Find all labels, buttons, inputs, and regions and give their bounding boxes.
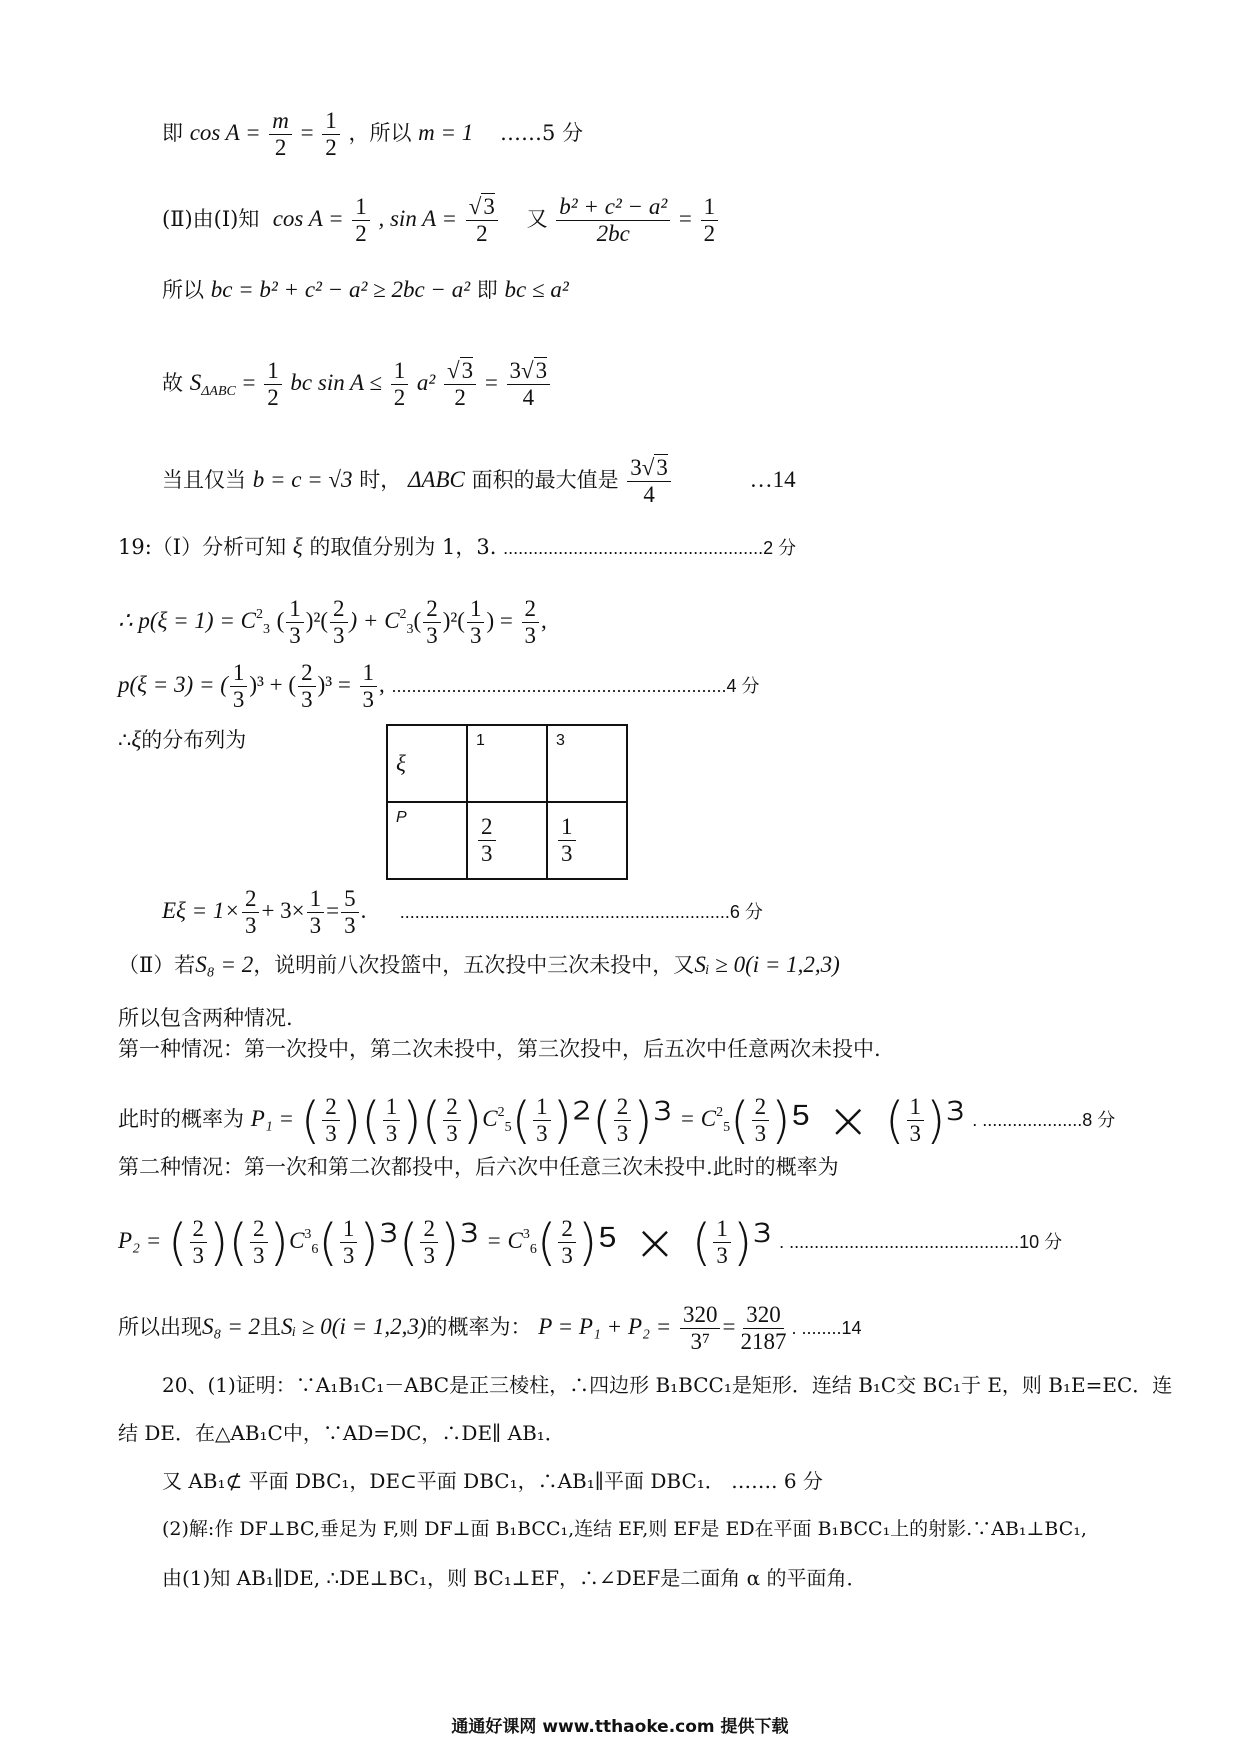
line-17: 所以出现S₈ = 2且Sᵢ ≥ 0(i = 1,2,3)的概率为： P = P₁ + P₂ = $\frac{320}{\text{3⁷}}$ = $\frac{320}{2187}$ . ........14 <box>118 1302 862 1354</box>
fraction: $\frac{\text{b² + c² − a²}}{2bc}$ <box>556 194 670 247</box>
fraction: $\frac{5}{3}$ <box>341 886 359 939</box>
fraction: $\frac{2}{3}$ <box>242 886 260 939</box>
line-11: （Ⅱ）若S₈ = 2，说明前八次投篮中，五次投中三次未投中，又Sᵢ ≥ 0(i = 1,2,3) <box>118 952 840 977</box>
line-20: 又 AB₁⊄ 平面 DBC₁，DE⊂平面 DBC₁，∴AB₁∥平面 DBC₁． ……. 6 分 <box>162 1469 823 1493</box>
fraction: $\frac{1}{2}$ <box>322 108 340 161</box>
table-row <box>387 725 627 802</box>
line-4: 故 $S_{\Delta ABC}$ = $\frac{1}{2}$ bc sin A ≤ $\frac{1}{2}$ a² $\frac{√3}{2}$ = $\frac{3√3}{4}$ <box>162 358 552 411</box>
line-8: p(ξ = 3) = ( $\frac{1}{3}$ )³ + ( $\frac{2}{3}$ )³ = $\frac{1}{3}$ , ...................................................................4 分 <box>118 660 760 712</box>
table-cell: 3 <box>547 725 627 802</box>
line-7: ∴ $p(\xi = 1) = C^2_3$ ( $\frac{1}{3}$ )²( $\frac{2}{3}$ ) + $C^2_3$( $\frac{2}{3}$ )²( $\frac{1}{3}$ ) = $\frac{2}{3}$ , <box>118 596 547 648</box>
fraction: $\frac{1}{3}$ <box>307 886 325 939</box>
line-3: 所以 bc = b² + c² − a² ≥ 2bc − a² 即 bc ≤ a² <box>162 277 569 302</box>
fraction: $\frac{1}{3}$ <box>360 660 378 713</box>
line-5: 当且仅当 b = c = √3 时， ΔABC 面积的最大值是 $\frac{3√3}{4}$ …14 <box>162 455 796 507</box>
line-2: (Ⅱ)由(Ⅰ)知 cos A = $\frac{1}{2}$ , sin A = $\frac{√3}{2}$ 又 $\frac{\text{b² + c² − a²}}{2bc}$ = $\frac{1}{2}$ <box>162 194 720 247</box>
fraction: $\frac{1}{2}$ <box>352 194 370 247</box>
line-9: ∴ξ的分布列为 <box>118 727 247 752</box>
fraction: $\frac{1}{3}$ <box>467 596 485 649</box>
line-13: 第一种情况：第一次投中，第二次未投中，第三次投中，后五次中任意两次未投中. <box>118 1037 881 1061</box>
fraction: $\frac{m}{2}$ <box>269 108 292 161</box>
distribution-table <box>386 724 628 880</box>
line-18: 20、(1)证明：∵A₁B₁C₁－ABC是正三棱柱，∴四边形 B₁BCC₁是矩形．连结 B₁C交 BC₁于 E，则 B₁E=EC．连 <box>162 1373 1173 1397</box>
line-22: 由(1)知 AB₁∥DE, ∴DE⊥BC₁，则 BC₁⊥EF，∴∠DEF是二面角 α 的平面角． <box>162 1566 867 1590</box>
table-row <box>387 802 627 879</box>
line-1: 即 cos A = $\frac{m}{2}$ = $\frac{1}{2}$ ，所以 m = 1 ……5 分 <box>162 108 584 160</box>
table-cell: 1 <box>467 725 547 802</box>
fraction: $\frac{2}{3}$ <box>330 596 348 649</box>
fraction: $\frac{3√3}{4}$ <box>627 455 671 508</box>
table-cell: P <box>387 802 467 879</box>
fraction: $\frac{2}{3}$ <box>423 596 441 649</box>
line-15: 第二种情况：第一次和第二次都投中，后六次中任意三次未投中.此时的概率为 <box>118 1155 839 1179</box>
line-10: Eξ = 1× $\frac{2}{3}$ + 3× $\frac{1}{3}$ = $\frac{5}{3}$ . ..................................................................6 分 <box>162 886 763 938</box>
footer-text: 通通好课网 www.tthaoke.com 提供下载 <box>451 1717 789 1737</box>
fraction: $\frac{3√3}{4}$ <box>507 358 551 411</box>
table-cell: $\frac{1}{3}$ <box>547 802 627 879</box>
table-cell: $\frac{2}{3}$ <box>467 802 547 879</box>
line-6: 19:（Ⅰ）分析可知 ξ 的取值分别为 1，3. ....................................................2 分 <box>118 534 797 559</box>
fraction: $\frac{√3}{2}$ <box>466 194 498 247</box>
fraction: $\frac{1}{2}$ <box>701 194 719 247</box>
fraction: $\frac{1}{2}$ <box>391 358 409 411</box>
table-cell: ξ <box>387 725 467 802</box>
fraction: $\frac{1}{3}$ <box>286 596 304 649</box>
fraction: $\frac{2}{3}$ <box>522 596 540 649</box>
fraction: $\frac{1}{3}$ <box>230 660 248 713</box>
fraction: $\frac{1}{2}$ <box>264 358 282 411</box>
fraction: $\frac{2}{3}$ <box>298 660 316 713</box>
line-19: 结 DE．在△AB₁C中，∵AD=DC，∴DE∥ AB₁． <box>118 1421 565 1445</box>
line-16: P₂ = ( $\frac{2}{3}$ )( $\frac{2}{3}$ )$C^3_6$( $\frac{1}{3}$ )³( $\frac{2}{3}$ )$^3 = C^3_6$( $\frac{2}{3}$ )⁵ × ( $\frac{1}{3}$ )³ . ..............................................10 分 <box>118 1213 1063 1272</box>
fraction: $\frac{√3}{2}$ <box>444 358 476 411</box>
line-21: (2)解:作 DF⊥BC,垂足为 F,则 DF⊥面 B₁BCC₁,连结 EF,则 EF是 ED在平面 B₁BCC₁上的射影.∵AB₁⊥BC₁, <box>162 1518 1087 1540</box>
line-12: 所以包含两种情况. <box>118 1006 293 1030</box>
line-14: 此时的概率为 P₁ = ( $\frac{2}{3}$ )( $\frac{1}{3}$ )( $\frac{2}{3}$ )$C^2_5$( $\frac{1}{3}$ )²( $\frac{2}{3}$ )$^3 = C^2_5$( $\frac{2}{3}$ )⁵ × ( $\frac{1}{3}$ )³ . ....................8 分 <box>118 1091 1116 1150</box>
